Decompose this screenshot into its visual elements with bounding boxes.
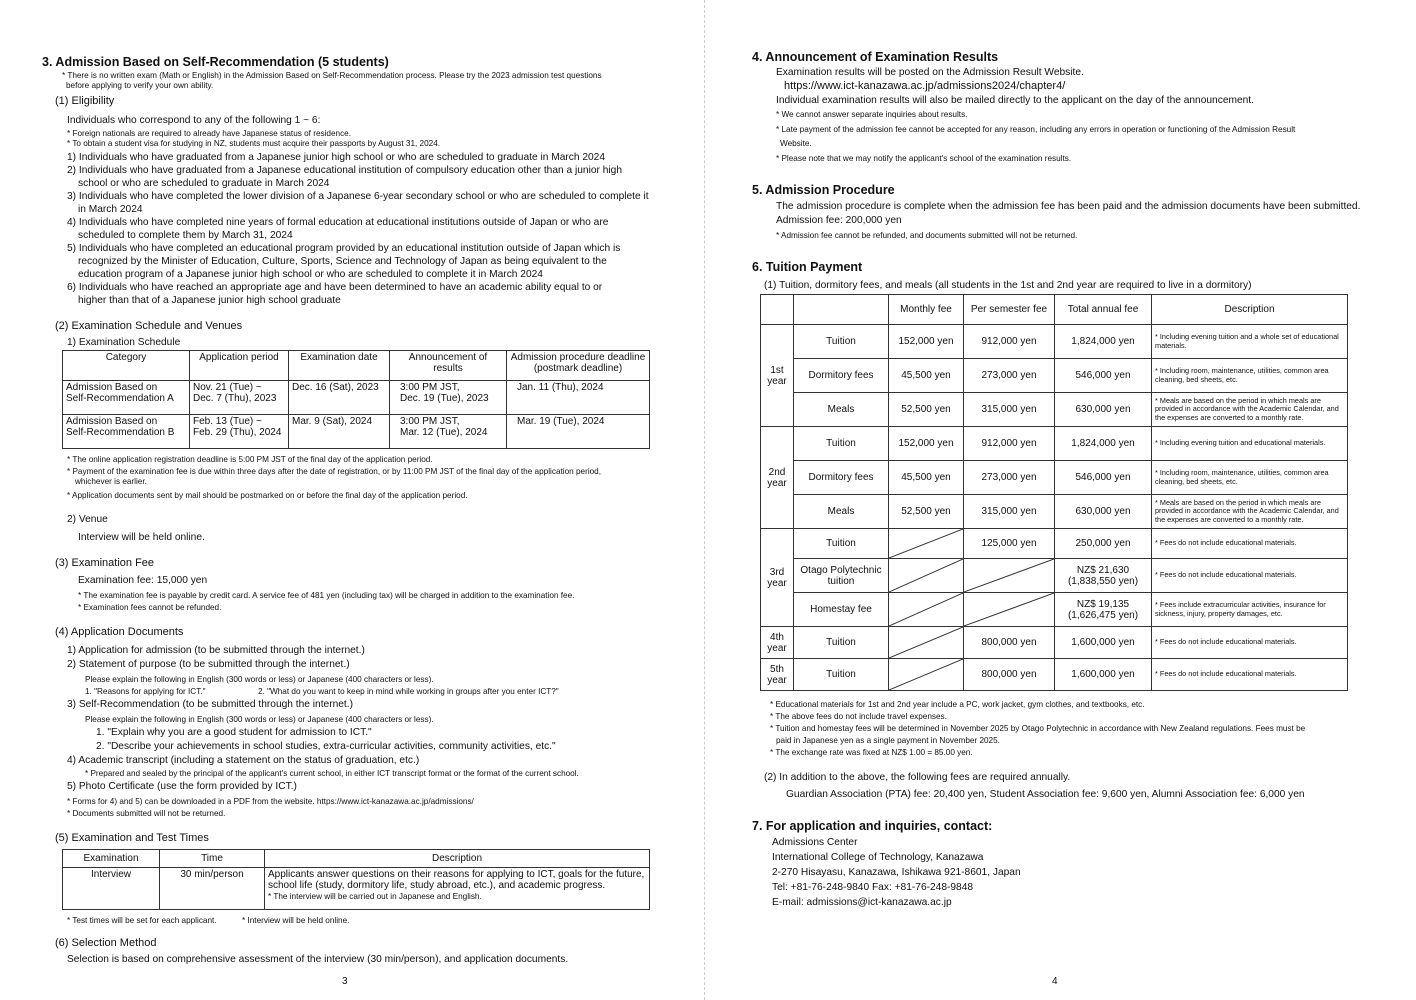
cell-announcement: 3:00 PM JST, Dec. 19 (Tue), 2023 (390, 381, 507, 415)
cell-item: Tuition (794, 627, 889, 659)
cell-annual: 1,824,000 yen (1055, 325, 1152, 359)
s5-line-1: The admission procedure is complete when the admission fee has been paid and the admission documents have been submitted. (776, 201, 1361, 212)
col-annual: Total annual fee (1055, 295, 1152, 325)
schedule-note-3: * Application documents sent by mail should be postmarked on or before the final day of the application period. (67, 491, 468, 500)
cell-desc: * Fees do not include educational materials. (1152, 559, 1348, 593)
venue-heading: 2) Venue (67, 514, 108, 525)
cell-semester: 273,000 yen (964, 359, 1055, 393)
cell-monthly: 52,500 yen (889, 393, 964, 427)
page-number: 4 (1052, 976, 1058, 987)
table-row (761, 325, 1348, 359)
s4-note-3: * Please note that we may notify the applicant's school of the examination results. (776, 154, 1072, 163)
year-5-label: 5th year (761, 659, 794, 691)
tuition-header-row (761, 295, 1348, 325)
cell-desc: * Fees do not include educational materials. (1152, 529, 1348, 559)
section-7-title: 7. For application and inquiries, contact: (752, 819, 993, 833)
col-application-period: Application period (190, 351, 289, 381)
schedule-heading: (2) Examination Schedule and Venues (55, 320, 243, 332)
table-row (761, 659, 1348, 691)
doc-item-4: 4) Academic transcript (including a statement on the status of graduation, etc.) (67, 755, 420, 766)
col-admission-deadline (507, 351, 650, 381)
times-heading: (5) Examination and Test Times (55, 832, 209, 844)
doc-item-2-q1: 1. "Reasons for applying for ICT." (85, 687, 206, 696)
tuition-note-2: * The above fees do not include travel expenses. (770, 712, 947, 721)
cell-desc: * Fees do not include educational materials. (1152, 627, 1348, 659)
exam-fee-note-1: * The examination fee is payable by credit card. A service fee of 481 yen (including tax) will be charged in addition to the examination fee. (78, 591, 575, 600)
cell-not-applicable (889, 593, 964, 627)
contact-org: International College of Technology, Kanazawa (772, 852, 984, 863)
s4-note-2: * Late payment of the admission fee cannot be accepted for any reason, including any errors in operation or functioning of the Admission Result (776, 125, 1296, 134)
s3-note: * There is no written exam (Math or English) in the Admission Based on Self-Recommendation process. Please try the 2023 admission test questions (62, 71, 602, 80)
doc-item-4-note: * Prepared and sealed by the principal of the applicant's current school, in either ICT transcript format or the format of the current school. (85, 769, 579, 778)
cell-monthly: 45,500 yen (889, 461, 964, 495)
cell-semester: 315,000 yen (964, 393, 1055, 427)
venue-text: Interview will be held online. (78, 532, 205, 543)
cell-annual: 250,000 yen (1055, 529, 1152, 559)
eligibility-item-3: 3) Individuals who have completed the lower division of a Japanese 6-year secondary school or who are scheduled to complete it (67, 191, 649, 202)
s5-note-1: * Admission fee cannot be refunded, and documents submitted will not be returned. (776, 231, 1078, 240)
cell-period: Feb. 13 (Tue) ~ Feb. 29 (Thu), 2024 (190, 415, 289, 449)
table-row (761, 427, 1348, 461)
cell-exam: Interview (63, 868, 160, 910)
eligibility-item-4: 4) Individuals who have completed nine years of formal education at educational institutions outside of Japan or who are (67, 217, 609, 228)
cell-semester: 125,000 yen (964, 529, 1055, 559)
cell-item: Dormitory fees (794, 359, 889, 393)
cell-semester: 912,000 yen (964, 427, 1055, 461)
s6-annual-fees: Guardian Association (PTA) fee: 20,400 yen, Student Association fee: 9,600 yen, Alumni Association fee: 6,000 yen (786, 789, 1305, 800)
cell-desc: * Including room, maintenance, utilities, common area cleaning, bed sheets, etc. (1152, 359, 1348, 393)
selection-heading: (6) Selection Method (55, 937, 157, 949)
cell-item: Meals (794, 495, 889, 529)
cell-category: Admission Based on Self-Recommendation A (63, 381, 190, 415)
cell-annual: 1,600,000 yen (1055, 659, 1152, 691)
doc-item-1: 1) Application for admission (to be submitted through the internet.) (67, 645, 365, 656)
cell-desc: * Including room, maintenance, utilities, common area cleaning, bed sheets, etc. (1152, 461, 1348, 495)
doc-item-3: 3) Self-Recommendation (to be submitted through the internet.) (67, 699, 353, 710)
table-row (63, 415, 650, 449)
tuition-note-3: * Tuition and homestay fees will be determined in November 2025 by Otago Polytechnic in accordance with New Zealand regulations. Fees must be (770, 724, 1306, 733)
tuition-note-4: * The exchange rate was fixed at NZ$ 1.00 = 85.00 yen. (770, 748, 973, 757)
cell-desc: * Including evening tuition and educational materials. (1152, 427, 1348, 461)
cell-item: Tuition (794, 659, 889, 691)
eligibility-note-2: * To obtain a student visa for studying in NZ, students must acquire their passports by August 31, 2024. (67, 139, 441, 148)
times-note-1: * Test times will be set for each applicant. (67, 916, 217, 925)
cell-semester: 315,000 yen (964, 495, 1055, 529)
exam-fee-text: Examination fee: 15,000 yen (78, 575, 208, 586)
cell-not-applicable (889, 627, 964, 659)
cell-not-applicable (889, 529, 964, 559)
cell-monthly: 45,500 yen (889, 359, 964, 393)
exam-fee-heading: (3) Examination Fee (55, 557, 155, 569)
table-row (761, 495, 1348, 529)
cell-annual: 546,000 yen (1055, 461, 1152, 495)
eligibility-item-6: 6) Individuals who have reached an appropriate age and have been determined to have an academic ability equal to or (67, 282, 603, 293)
schedule-note-1: * The online application registration deadline is 5:00 PM JST of the final day of the application period. (67, 455, 433, 464)
section-5-title: 5. Admission Procedure (752, 183, 895, 197)
documents-heading: (4) Application Documents (55, 626, 184, 638)
cell-not-applicable (889, 559, 964, 593)
col-monthly: Monthly fee (889, 295, 964, 325)
cell-semester: 800,000 yen (964, 659, 1055, 691)
cell-category: Admission Based on Self-Recommendation B (63, 415, 190, 449)
col-description: Description (1152, 295, 1348, 325)
selection-text: Selection is based on comprehensive assessment of the interview (30 min/person), and application documents. (67, 954, 569, 965)
cell-item: Meals (794, 393, 889, 427)
col-semester: Per semester fee (964, 295, 1055, 325)
times-header-row (63, 850, 650, 868)
contact-address: 2-270 Hisayasu, Kanazawa, Ishikawa 921-8601, Japan (772, 867, 1021, 878)
section-3-title: 3. Admission Based on Self-Recommendation (5 students) (42, 55, 389, 69)
s4-note-2b: Website. (780, 139, 812, 148)
cell-desc: * Meals are based on the period in which meals are provided in accordance with the Academic Calendar, and the expenses are converted to a monthly rate. (1152, 495, 1348, 529)
eligibility-item-2b: school or who are scheduled to graduate in March 2024 (78, 178, 330, 189)
tuition-table (760, 294, 1348, 691)
year-1-label: 1st year (761, 325, 794, 427)
schedule-table (62, 350, 650, 449)
page-3 (0, 0, 700, 1000)
cell-annual: NZ$ 19,135 (1,626,475 yen) (1055, 593, 1152, 627)
eligibility-item-1: 1) Individuals who have graduated from a Japanese junior high school or who are scheduled to graduate in March 2024 (67, 152, 606, 163)
tuition-note-3b: paid in Japanese yen as a single payment in November 2025. (776, 736, 1000, 745)
cell-semester: 912,000 yen (964, 325, 1055, 359)
s4-line-2: Individual examination results will also be mailed directly to the applicant on the day of the announcement. (776, 95, 1254, 106)
section-4-title: 4. Announcement of Examination Results (752, 50, 999, 64)
cell-annual: 546,000 yen (1055, 359, 1152, 393)
tuition-note-1: * Educational materials for 1st and 2nd year include a PC, work jacket, gym clothes, and textbooks, etc. (770, 700, 1145, 709)
eligibility-item-2: 2) Individuals who have graduated from a Japanese educational institution of compulsory education other than a junior high (67, 165, 623, 176)
cell-desc: * Fees include extracurricular activities, insurance for sickness, injury, property damages, etc. (1152, 593, 1348, 627)
s4-line-1: Examination results will be posted on the Admission Result Website. (776, 67, 1084, 78)
eligibility-item-4b: scheduled to complete them by March 31, 2024 (78, 230, 293, 241)
col-exam-date: Examination date (289, 351, 390, 381)
schedule-note-2: * Payment of the examination fee is due within three days after the date of registration, or by 11:00 PM JST of the final day of the application period, (67, 467, 602, 476)
cell-time: 30 min/person (160, 868, 265, 910)
col-category: Category (63, 351, 190, 381)
doc-item-2: 2) Statement of purpose (to be submitted through the internet.) (67, 659, 350, 670)
cell-not-applicable (889, 659, 964, 691)
col-description: Description (265, 850, 650, 868)
doc-item-3-q2: 2. "Describe your achievements in school studies, extra-curricular activities, community activities, etc." (96, 741, 556, 752)
cell-item: Dormitory fees (794, 461, 889, 495)
cell-item: Otago Polytechnic tuition (794, 559, 889, 593)
cell-desc: * Fees do not include educational materials. (1152, 659, 1348, 691)
eligibility-item-5b: recognized by the Minister of Education, Culture, Sports, Science and Technology of Japan as being equivalent to the (78, 256, 607, 267)
cell-annual: 630,000 yen (1055, 393, 1152, 427)
s4-url: https://www.ict-kanazawa.ac.jp/admissions2024/chapter4/ (784, 80, 1066, 92)
page-4 (708, 0, 1416, 1000)
cell-monthly: 52,500 yen (889, 495, 964, 529)
year-2-label: 2nd year (761, 427, 794, 529)
exam-fee-note-2: * Examination fees cannot be refunded. (78, 603, 222, 612)
doc-item-2-note: Please explain the following in English (300 words or less) or Japanese (400 characters or less). (85, 675, 434, 684)
cell-not-applicable (964, 593, 1055, 627)
table-row (761, 461, 1348, 495)
cell-monthly: 152,000 yen (889, 427, 964, 461)
schedule-subheading: 1) Examination Schedule (67, 337, 181, 348)
cell-semester: 273,000 yen (964, 461, 1055, 495)
schedule-header-row (63, 351, 650, 381)
cell-item: Tuition (794, 427, 889, 461)
cell-exam-date: Dec. 16 (Sat), 2023 (289, 381, 390, 415)
cell-item: Tuition (794, 529, 889, 559)
page-number: 3 (342, 976, 348, 987)
eligibility-item-3b: in March 2024 (78, 204, 143, 215)
doc-note-1: * Forms for 4) and 5) can be downloaded in a PDF from the website. https://www.ict-kanazawa.ac.jp/admissions/ (67, 797, 474, 806)
cell-annual: 630,000 yen (1055, 495, 1152, 529)
table-row (761, 529, 1348, 559)
table-row (63, 868, 650, 910)
cell-desc: Applicants answer questions on their reasons for applying to ICT, goals for the future, school life (study, dormitory life, study abroad, etc.), and academic progress. * The interview will be carried out in Japanese and English. (265, 868, 650, 910)
year-4-label: 4th year (761, 627, 794, 659)
eligibility-heading: (1) Eligibility (55, 95, 115, 107)
col-year (761, 295, 794, 325)
col-announcement: Announcement of results (390, 351, 507, 381)
cell-annual: 1,600,000 yen (1055, 627, 1152, 659)
table-row (761, 559, 1348, 593)
table-row (761, 627, 1348, 659)
cell-exam-date: Mar. 9 (Sat), 2024 (289, 415, 390, 449)
cell-semester: 800,000 yen (964, 627, 1055, 659)
deadline-sublabel: (postmark deadline) (533, 363, 623, 374)
col-item (794, 295, 889, 325)
schedule-note-2b: whichever is earlier. (75, 477, 147, 486)
cell-desc: * Meals are based on the period in which meals are provided in accordance with the Academic Calendar, and the expenses are converted to a monthly rate. (1152, 393, 1348, 427)
doc-item-3-q1: 1. "Explain why you are a good student for admission to ICT." (96, 727, 372, 738)
eligibility-item-5c: education program of a Japanese junior high school or who are scheduled to complete it in March 2024 (78, 269, 543, 280)
doc-item-5: 5) Photo Certificate (use the form provided by ICT.) (67, 781, 297, 792)
times-table (62, 849, 650, 910)
page-divider (704, 0, 705, 1000)
doc-item-2-q2: 2. "What do you want to keep in mind while working in groups after you enter ICT?" (258, 687, 559, 696)
col-time: Time (160, 850, 265, 868)
contact-email: E-mail: admissions@ict-kanazawa.ac.jp (772, 897, 952, 908)
cell-annual: 1,824,000 yen (1055, 427, 1152, 461)
s5-line-2: Admission fee: 200,000 yen (776, 215, 902, 226)
s6-subheading: (1) Tuition, dormitory fees, and meals (all students in the 1st and 2nd year are required to live in a dormitory) (764, 280, 1252, 291)
table-row (761, 359, 1348, 393)
cell-monthly: 152,000 yen (889, 325, 964, 359)
contact-phone: Tel: +81-76-248-9840 Fax: +81-76-248-9848 (772, 882, 974, 893)
s6-part-2: (2) In addition to the above, the following fees are required annually. (764, 772, 1071, 783)
eligibility-note-1: * Foreign nationals are required to already have Japanese status of residence. (67, 129, 352, 138)
col-examination: Examination (63, 850, 160, 868)
s3-note2: before applying to verify your own ability. (66, 81, 214, 90)
times-note-2: * Interview will be held online. (242, 916, 350, 925)
cell-item: Homestay fee (794, 593, 889, 627)
eligibility-intro: Individuals who correspond to any of the following 1 ~ 6: (67, 115, 321, 126)
cell-period: Nov. 21 (Tue) ~ Dec. 7 (Thu), 2023 (190, 381, 289, 415)
section-6-title: 6. Tuition Payment (752, 260, 863, 274)
cell-announcement: 3:00 PM JST, Mar. 12 (Tue), 2024 (390, 415, 507, 449)
doc-item-3-note: Please explain the following in English (300 words or less) or Japanese (400 characters or less). (85, 715, 434, 724)
doc-note-2: * Documents submitted will not be returned. (67, 809, 226, 818)
contact-dept: Admissions Center (772, 837, 858, 848)
deadline-label: Admission procedure deadline (510, 352, 646, 363)
table-row (63, 381, 650, 415)
table-row (761, 393, 1348, 427)
cell-deadline: Jan. 11 (Thu), 2024 (507, 381, 650, 415)
table-row (761, 593, 1348, 627)
cell-deadline: Mar. 19 (Tue), 2024 (507, 415, 650, 449)
eligibility-item-5: 5) Individuals who have completed an educational program provided by an educational institution outside of Japan which is (67, 243, 621, 254)
eligibility-item-6b: higher than that of a Japanese junior high school graduate (78, 295, 341, 306)
s4-note-1: * We cannot answer separate inquiries about results. (776, 110, 968, 119)
cell-desc: * Including evening tuition and a whole set of educational materials. (1152, 325, 1348, 359)
cell-annual: NZ$ 21,630 (1,838,550 yen) (1055, 559, 1152, 593)
year-3-label: 3rd year (761, 529, 794, 627)
cell-item: Tuition (794, 325, 889, 359)
cell-not-applicable (964, 559, 1055, 593)
